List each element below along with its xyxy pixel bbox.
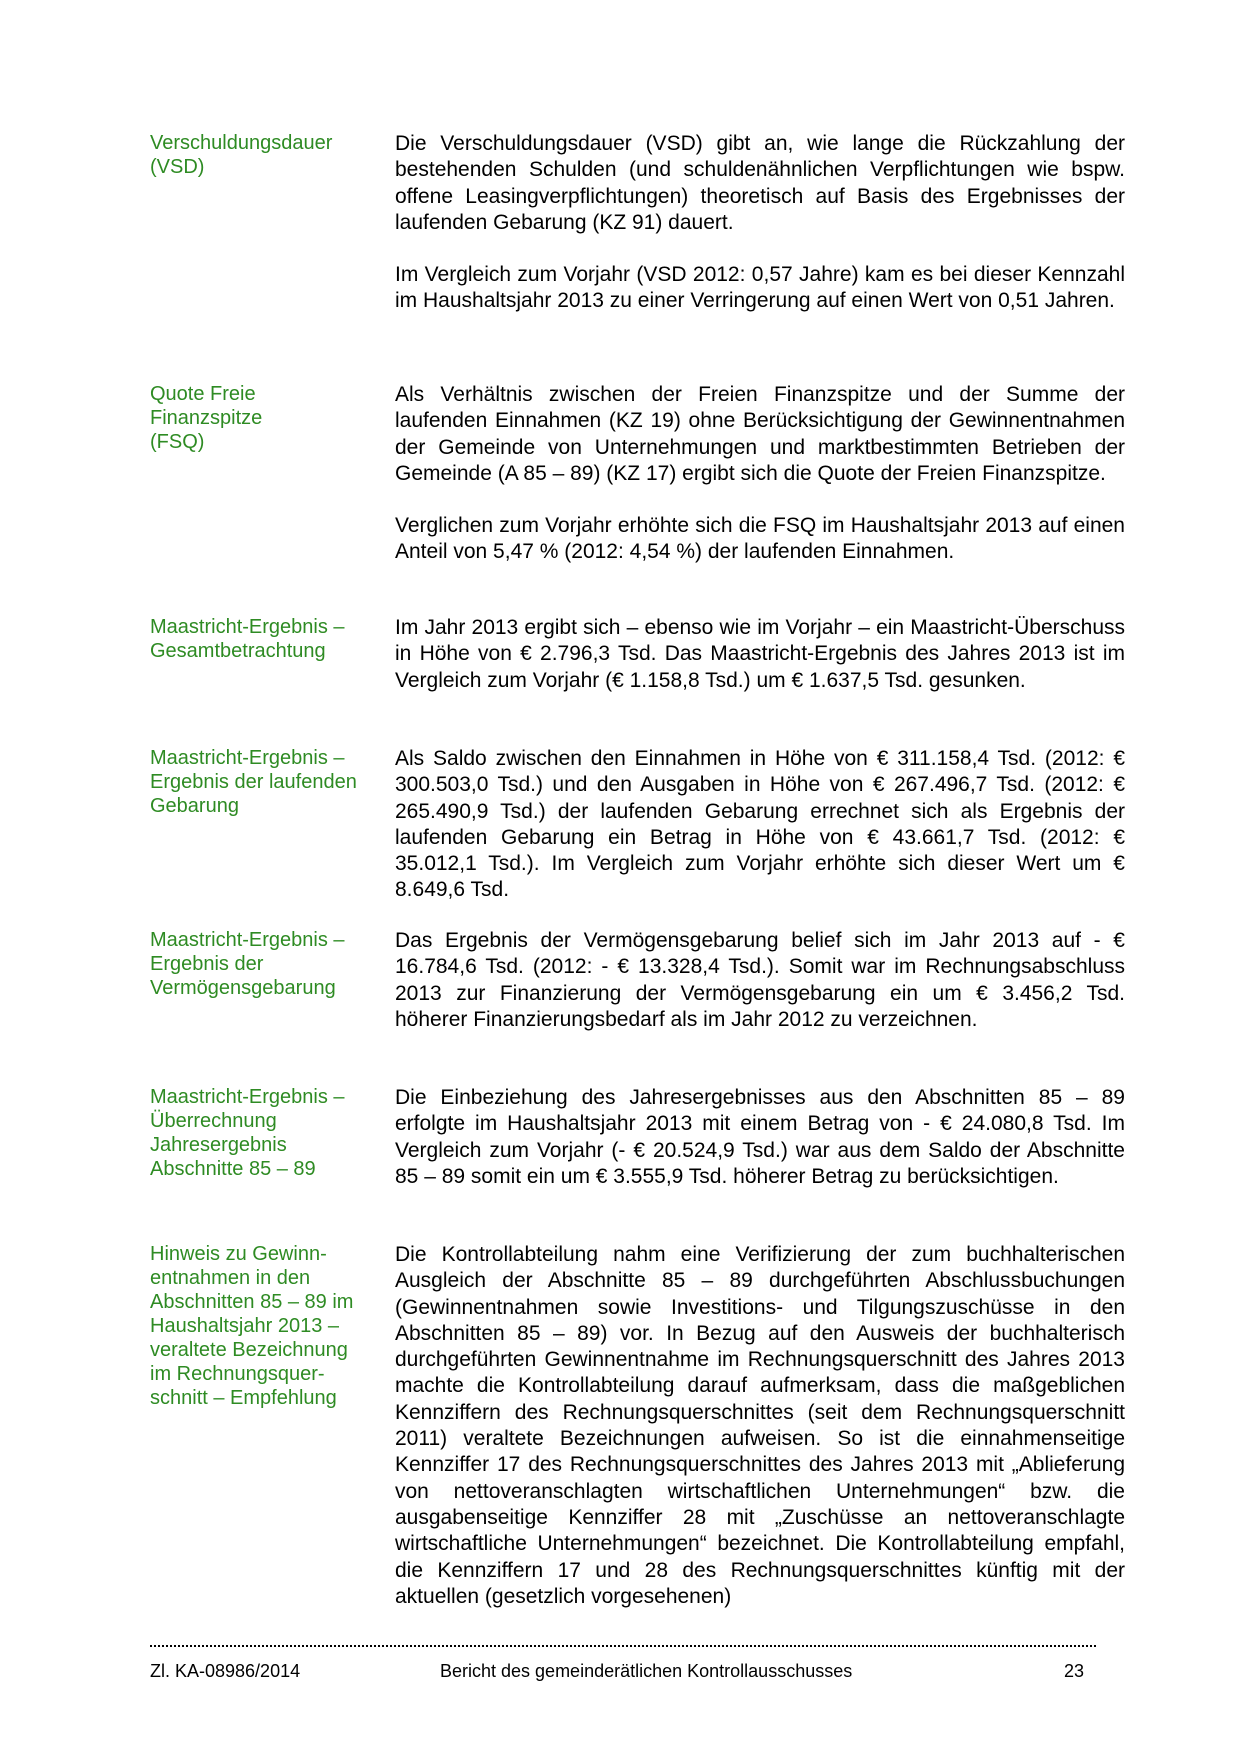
section-body (395, 382, 1125, 592)
paragraph: Verglichen zum Vorjahr erhöhte sich die FSQ im Haushaltsjahr 2013 auf einen Anteil von 5,47 % (2012: 4,54 %) der laufenden Einnahmen. (395, 514, 1125, 564)
paragraph: Die Kontrollabteilung nahm eine Verifizierung der zum buchhalterischen Ausgleich der Abschnitte 85 – 89 durchgeführten Abschlussbuchungen (Gewinnentnahmen sowie Investitions- und Tilgungszuschüsse in den Abschnitten 85 – 89) vor. In Bezug auf den Ausweis der buchhalterisch durchgeführten Gewinnentnahme im Rechnungsquerschnitt des Jahres 2013 machte die Kontrollabteilung darauf aufmerksam, dass die maßgeblichen Kennziffern des Rechnungsquerschnittes (seit dem Rechnungsquerschnitt 2011) veraltete Bezeichnungen aufweisen. So ist die einnahmenseitige Kennziffer 17 des Rechnungsquerschnittes des Jahres 2013 mit „Ablieferung von nettoveranschlagten wirtschaftlichen Unternehmungen“ bzw. die ausgabenseitige Kennziffer 28 mit „Zuschüsse an nettoveranschlagte wirtschaftliche Unternehmungen“ bezeichnet. Die Kontrollabteilung empfahl, die Kennziffern 17 und 28 des Rechnungsquerschnittes künftig mit der aktuellen (gesetzlich vorgesehenen) (395, 1243, 1125, 1608)
paragraph: Im Vergleich zum Vorjahr (VSD 2012: 0,57 Jahre) kam es bei dieser Kennzahl im Haushaltsjahr 2013 zu einer Verringerung auf einen Wert von 0,51 Jahren. (395, 263, 1125, 313)
paragraph: Die Einbeziehung des Jahresergebnisses aus den Abschnitten 85 – 89 erfolgte im Haushaltsjahr 2013 mit einem Betrag von - € 24.080,8 Tsd. Im Vergleich zum Vorjahr (- € 20.524,9 Tsd.) war aus dem Saldo der Abschnitte 85 – 89 somit ein um € 3.555,9 Tsd. höherer Betrag zu berücksichtigen. (395, 1086, 1125, 1188)
paragraph: Im Jahr 2013 ergibt sich – ebenso wie im Vorjahr – ein Maastricht-Überschuss in Höhe von € 2.796,3 Tsd. Das Maastricht-Ergebnis des Jahres 2013 ist im Vergleich zum Vorjahr (€ 1.158,8 Tsd.) um € 1.637,5 Tsd. gesunken. (395, 616, 1125, 692)
margin-heading: Hinweis zu Gewinn- entnahmen in den Abschnitten 85 – 89 im Haushaltsjahr 2013 – veraltete Bezeichnung im Rechnungsquer- schnitt – Empfehlung (150, 1243, 354, 1409)
section-body (395, 131, 1125, 341)
section-body (395, 746, 1125, 930)
margin-heading: Maastricht-Ergebnis – Ergebnis der Vermögensgebarung (150, 929, 345, 999)
margin-heading: Maastricht-Ergebnis – Gesamtbetrachtung (150, 616, 345, 662)
section-body (395, 928, 1125, 1059)
paragraph: Die Verschuldungsdauer (VSD) gibt an, wie lange die Rückzahlung der bestehenden Schulden (und schuldenähnlichen Verpflichtungen wie bspw. offene Leasingverpflichtungen) theoretisch auf Basis des Ergebnisses der laufenden Gebarung (KZ 91) dauert. (395, 132, 1125, 234)
margin-heading: Maastricht-Ergebnis – Ergebnis der laufenden Gebarung (150, 747, 357, 817)
footer-reference: Zl. KA-08986/2014 (150, 1661, 301, 1681)
margin-heading: Maastricht-Ergebnis – Überrechnung Jahresergebnis Abschnitte 85 – 89 (150, 1086, 345, 1180)
paragraph: Als Verhältnis zwischen der Freien Finanzspitze und der Summe der laufenden Einnahmen (KZ 19) ohne Berücksichtigung der Gewinnentnahmen der Gemeinde von Unternehmungen und marktbestimmten Betrieben der Gemeinde (A 85 – 89) (KZ 17) ergibt sich die Quote der Freien Finanzspitze. (395, 383, 1125, 485)
section-body (395, 615, 1125, 720)
margin-heading: Verschuldungsdauer (VSD) (150, 132, 333, 178)
footer-divider (150, 1645, 1096, 1647)
section-body (395, 1242, 1125, 1636)
page-number: 23 (1064, 1661, 1085, 1681)
section-body (395, 1085, 1125, 1216)
footer-title: Bericht des gemeinderätlichen Kontrollausschusses (440, 1661, 853, 1681)
paragraph: Das Ergebnis der Vermögensgebarung belief sich im Jahr 2013 auf - € 16.784,6 Tsd. (2012: - € 13.328,4 Tsd.). Somit war im Rechnungsabschluss 2013 zur Finanzierung der Vermögensgebarung ein um € 3.456,2 Tsd. höherer Finanzierungsbedarf als im Jahr 2012 zu verzeichnen. (395, 929, 1125, 1031)
margin-heading: Quote Freie Finanzspitze (FSQ) (150, 383, 263, 453)
paragraph: Als Saldo zwischen den Einnahmen in Höhe von € 311.158,4 Tsd. (2012: € 300.503,0 Tsd.) und den Ausgaben in Höhe von € 267.496,7 Tsd. (2012: € 265.490,9 Tsd.) der laufenden Gebarung errechnet sich als Ergebnis der laufenden Gebarung ein Betrag in Höhe von € 43.661,7 Tsd. (2012: € 35.012,1 Tsd.). Im Vergleich zum Vorjahr erhöhte sich dieser Wert um € 8.649,6 Tsd. (395, 747, 1125, 902)
